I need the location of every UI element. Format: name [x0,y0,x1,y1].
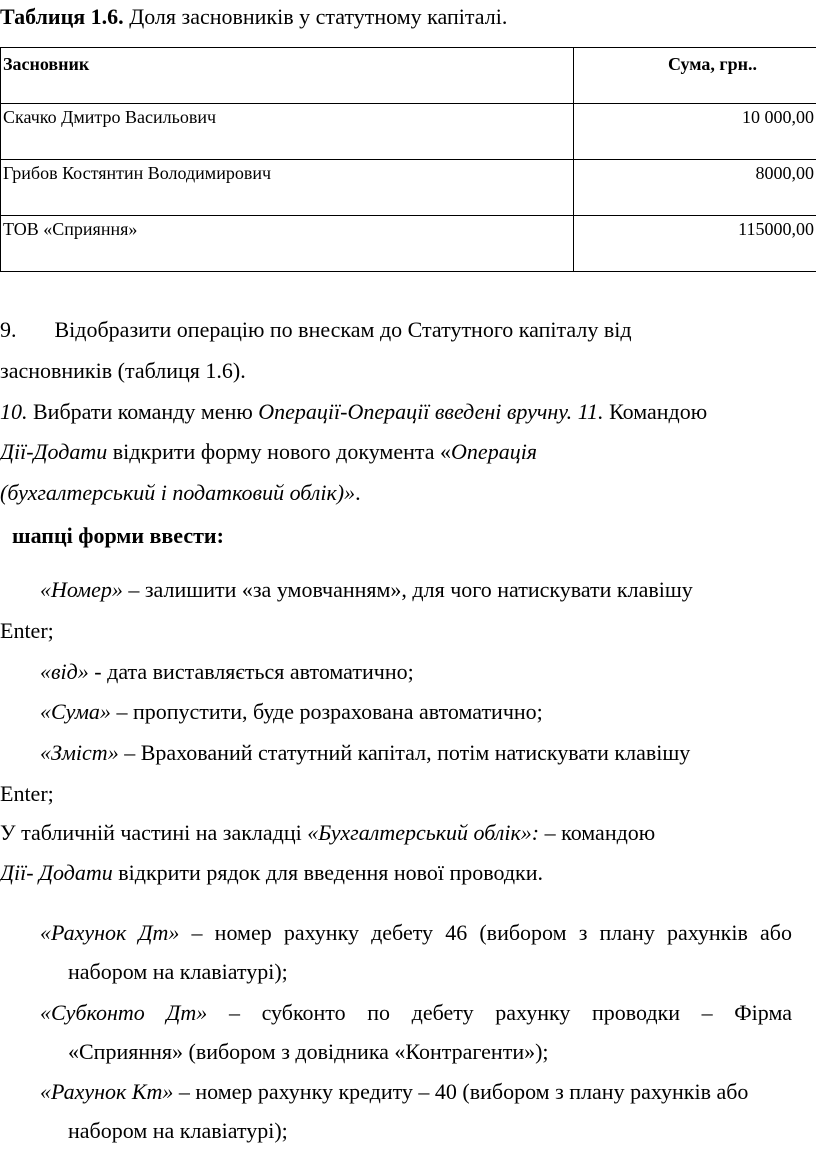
tab-name: «Бухгалтерський облік»: [307,820,540,845]
field-content-name: «Зміст» [40,740,119,765]
step-9-number: 9. [0,317,17,342]
entry-debit-account-name: «Рахунок Дт» [40,920,180,945]
command-add: Дії-Додати [0,439,108,464]
tab-section-line2 [0,858,543,888]
command-add-row: Дії- Додати [0,860,113,885]
header-founder: Засновник [1,48,574,104]
founders-table [0,47,816,272]
field-content-text: – Врахований статутний капітал, потім натискувати клавішу [118,740,691,765]
field-content [40,738,690,768]
step-11-text: Командою [603,399,708,424]
entry-debit-subconto [40,998,792,1028]
step-11-number: 11. [572,399,604,424]
document-name-cont: (бухгалтерський і податковий облік)» [0,480,356,505]
entry-debit-subconto-name: «Субконто Дт» [40,1000,208,1025]
step-11-line2 [0,437,537,467]
header-sum: Сума, грн.. [574,48,816,104]
table-row [1,216,816,272]
entry-debit-account [40,918,792,948]
step-10-number: 10. [0,399,28,424]
founder-sum: 8000,00 [574,160,816,216]
table-caption-label: Таблиця 1.6. [0,4,124,29]
field-number-cont: Enter; [0,618,54,643]
tab-section-line1 [0,818,655,848]
step-11-line3 [0,478,361,508]
field-date-name: «від» [40,659,89,684]
founder-sum: 10 000,00 [574,104,816,160]
founder-name: Грибов Костянтин Володимирович [1,160,574,216]
field-number-name: «Номер» [40,577,123,602]
entry-credit-account-name: «Рахунок Кт» [40,1079,174,1104]
document-name: Операція [451,439,538,464]
tab-section-text: У табличній частині на закладці [0,820,308,845]
entry-debit-account-text: – номер рахунку дебету 46 (вибором з плану рахунків або [179,920,792,945]
field-sum-name: «Сума» [40,699,111,724]
field-date-text: - дата виставляється автоматично; [88,659,414,684]
menu-path: Операції-Операції введені вручну. [258,399,573,424]
field-number [40,575,693,605]
field-content-cont: Enter; [0,781,54,806]
step-10-text: Вибрати команду меню [27,399,259,424]
founder-sum: 115000,00 [574,216,816,272]
step-9 [0,315,632,345]
table-row [1,160,816,216]
tab-section-text-3: відкрити рядок для введення нової проводки. [112,860,544,885]
field-number-text: – залишити «за умовчанням», для чого натискувати клавішу [122,577,693,602]
founder-name: Скачко Дмитро Васильович [1,104,574,160]
field-sum [40,697,543,727]
table-header-row [1,48,816,104]
field-date [40,657,414,687]
table-caption [0,2,507,32]
step-11-text-2: відкрити форму нового документа « [107,439,452,464]
table-row [1,104,816,160]
entry-debit-account-cont: набором на клавіатурі); [68,959,288,984]
entry-credit-account-text: – номер рахунку кредиту – 40 (вибором з плану рахунків або [173,1079,749,1104]
entry-credit-account [40,1077,748,1107]
step-10 [0,397,707,427]
step-11-end: . [355,480,361,505]
table-caption-text: Доля засновників у статутному капіталі. [123,4,508,29]
header-section-heading: шапці форми ввести: [12,523,224,548]
entry-debit-subconto-text: – субконто по дебету рахунку проводки – Фірма [207,1000,792,1025]
founder-name: ТОВ «Сприяння» [1,216,574,272]
step-9-text: Відобразити операцію по внескам до Статутного капіталу від [54,317,632,342]
entry-debit-subconto-cont: «Сприяння» (вибором з довідника «Контрагенти»); [68,1039,549,1064]
entry-credit-account-cont: набором на клавіатурі); [68,1118,288,1143]
tab-section-text-2: – командою [539,820,656,845]
field-sum-text: – пропустити, буде розрахована автоматично; [110,699,543,724]
step-9-continued: засновників (таблиця 1.6). [0,358,246,383]
